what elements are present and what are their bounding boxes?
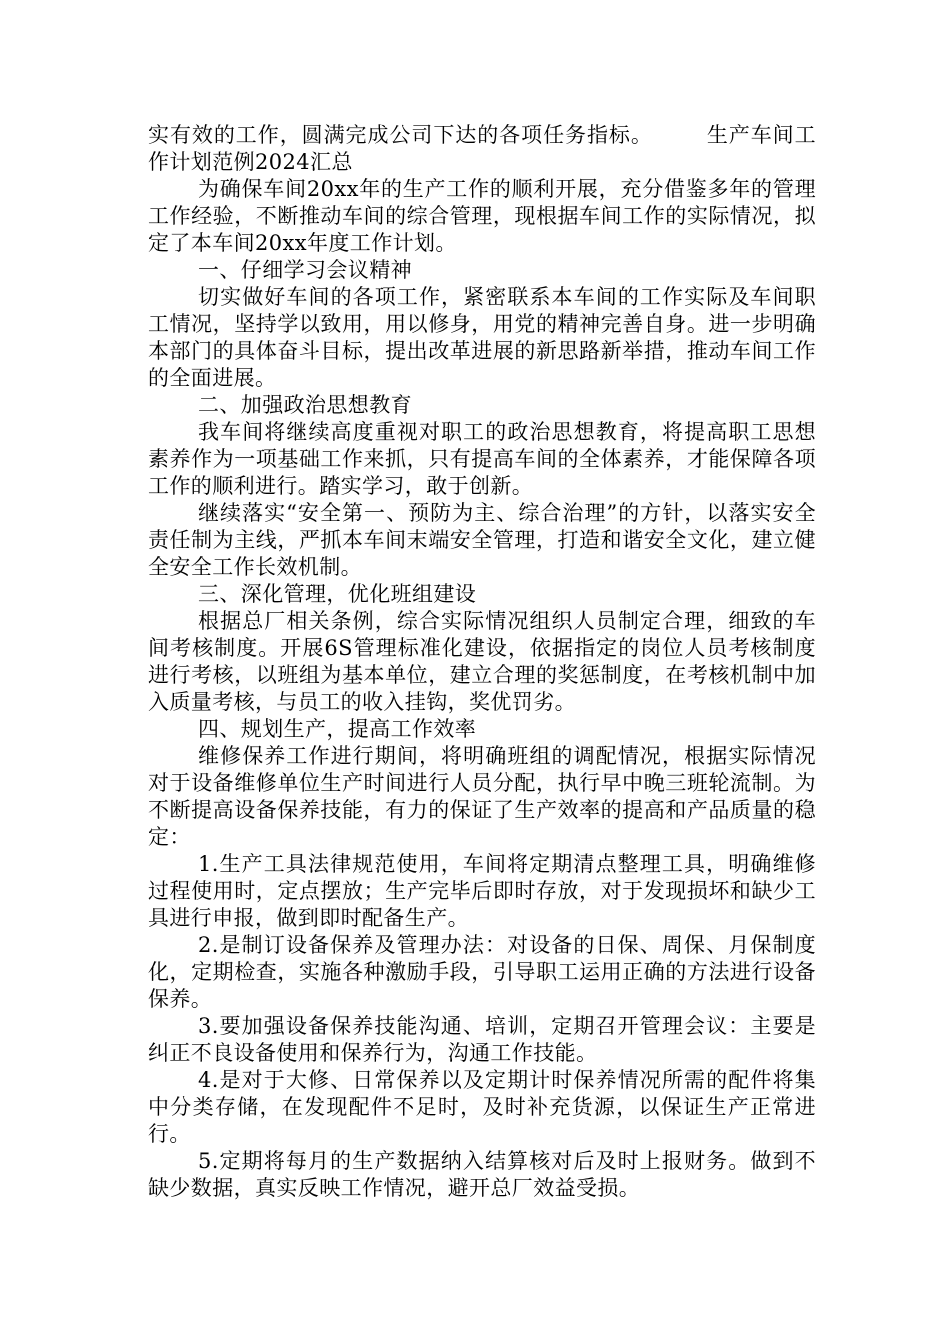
- list-item-4: 4.是对于大修、日常保养以及定期计时保养情况所需的配件将集中分类存储，在发现配件不足时，及时补充货源，以保证生产正常进行。: [148, 1068, 816, 1146]
- document-title: 生产车间工作计划范例2024汇总: [148, 123, 817, 174]
- list-item-1: 1.生产工具法律规范使用，车间将定期清点整理工具，明确维修过程使用时，定点摆放；生产完毕后即时存放，对于发现损坏和缺少工具进行申报，做到即时配备生产。: [148, 852, 816, 930]
- list-item-3: 3.要加强设备保养技能沟通、培训，定期召开管理会议：主要是纠正不良设备使用和保养行为，沟通工作技能。: [148, 1014, 816, 1065]
- document-page: [148, 122, 816, 1202]
- section-heading-4: 四、规划生产，提高工作效率: [198, 717, 477, 741]
- paragraph-5: 根据总厂相关条例，综合实际情况组织人员制定合理，细致的车间考核制度。开展6S管理标准化建设，依据指定的岗位人员考核制度进行考核，以班组为基本单位，建立合理的奖惩制度，在考核机制中加入质量考核，与员工的收入挂钩，奖优罚劣。: [148, 609, 816, 714]
- paragraph-3: 我车间将继续高度重视对职工的政治思想教育，将提高职工思想素养作为一项基础工作来抓，只有提高车间的全体素养，才能保障各项工作的顺利进行。踏实学习，敢于创新。: [148, 420, 816, 498]
- intro-paragraph: [148, 122, 816, 176]
- paragraph-4: 继续落实“安全第一、预防为主、综合治理”的方针，以落实安全责任制为主线，严抓本车间末端安全管理，打造和谐安全文化，建立健全安全工作长效机制。: [148, 501, 816, 579]
- list-item-5: 5.定期将每月的生产数据纳入结算核对后及时上报财务。做到不缺少数据，真实反映工作情况，避开总厂效益受损。: [148, 1149, 816, 1200]
- paragraph-2: 切实做好车间的各项工作，紧密联系本车间的工作实际及车间职工情况，坚持学以致用，用以修身，用党的精神完善自身。进一步明确本部门的具体奋斗目标，提出改革进展的新思路新举措，推动车间工作的全面进展。: [148, 285, 816, 390]
- paragraph-6: 维修保养工作进行期间，将明确班组的调配情况，根据实际情况对于设备维修单位生产时间进行人员分配，执行早中晚三班轮流制。为不断提高设备保养技能，有力的保证了生产效率的提高和产品质量的稳定：: [148, 744, 816, 849]
- section-heading-1: 一、仔细学习会议精神: [198, 258, 412, 282]
- intro-line: 实有效的工作，圆满完成公司下达的各项任务指标。: [148, 123, 653, 147]
- section-heading-2: 二、加强政治思想教育: [198, 393, 412, 417]
- paragraph-1: 为确保车间20xx年的生产工作的顺利开展，充分借鉴多年的管理工作经验，不断推动车间的综合管理，现根据车间工作的实际情况，拟定了本车间20xx年度工作计划。: [148, 177, 816, 255]
- list-item-2: 2.是制订设备保养及管理办法：对设备的日保、周保、月保制度化，定期检查，实施各种激励手段，引导职工运用正确的方法进行设备保养。: [148, 933, 816, 1011]
- section-heading-3: 三、深化管理，优化班组建设: [198, 582, 477, 606]
